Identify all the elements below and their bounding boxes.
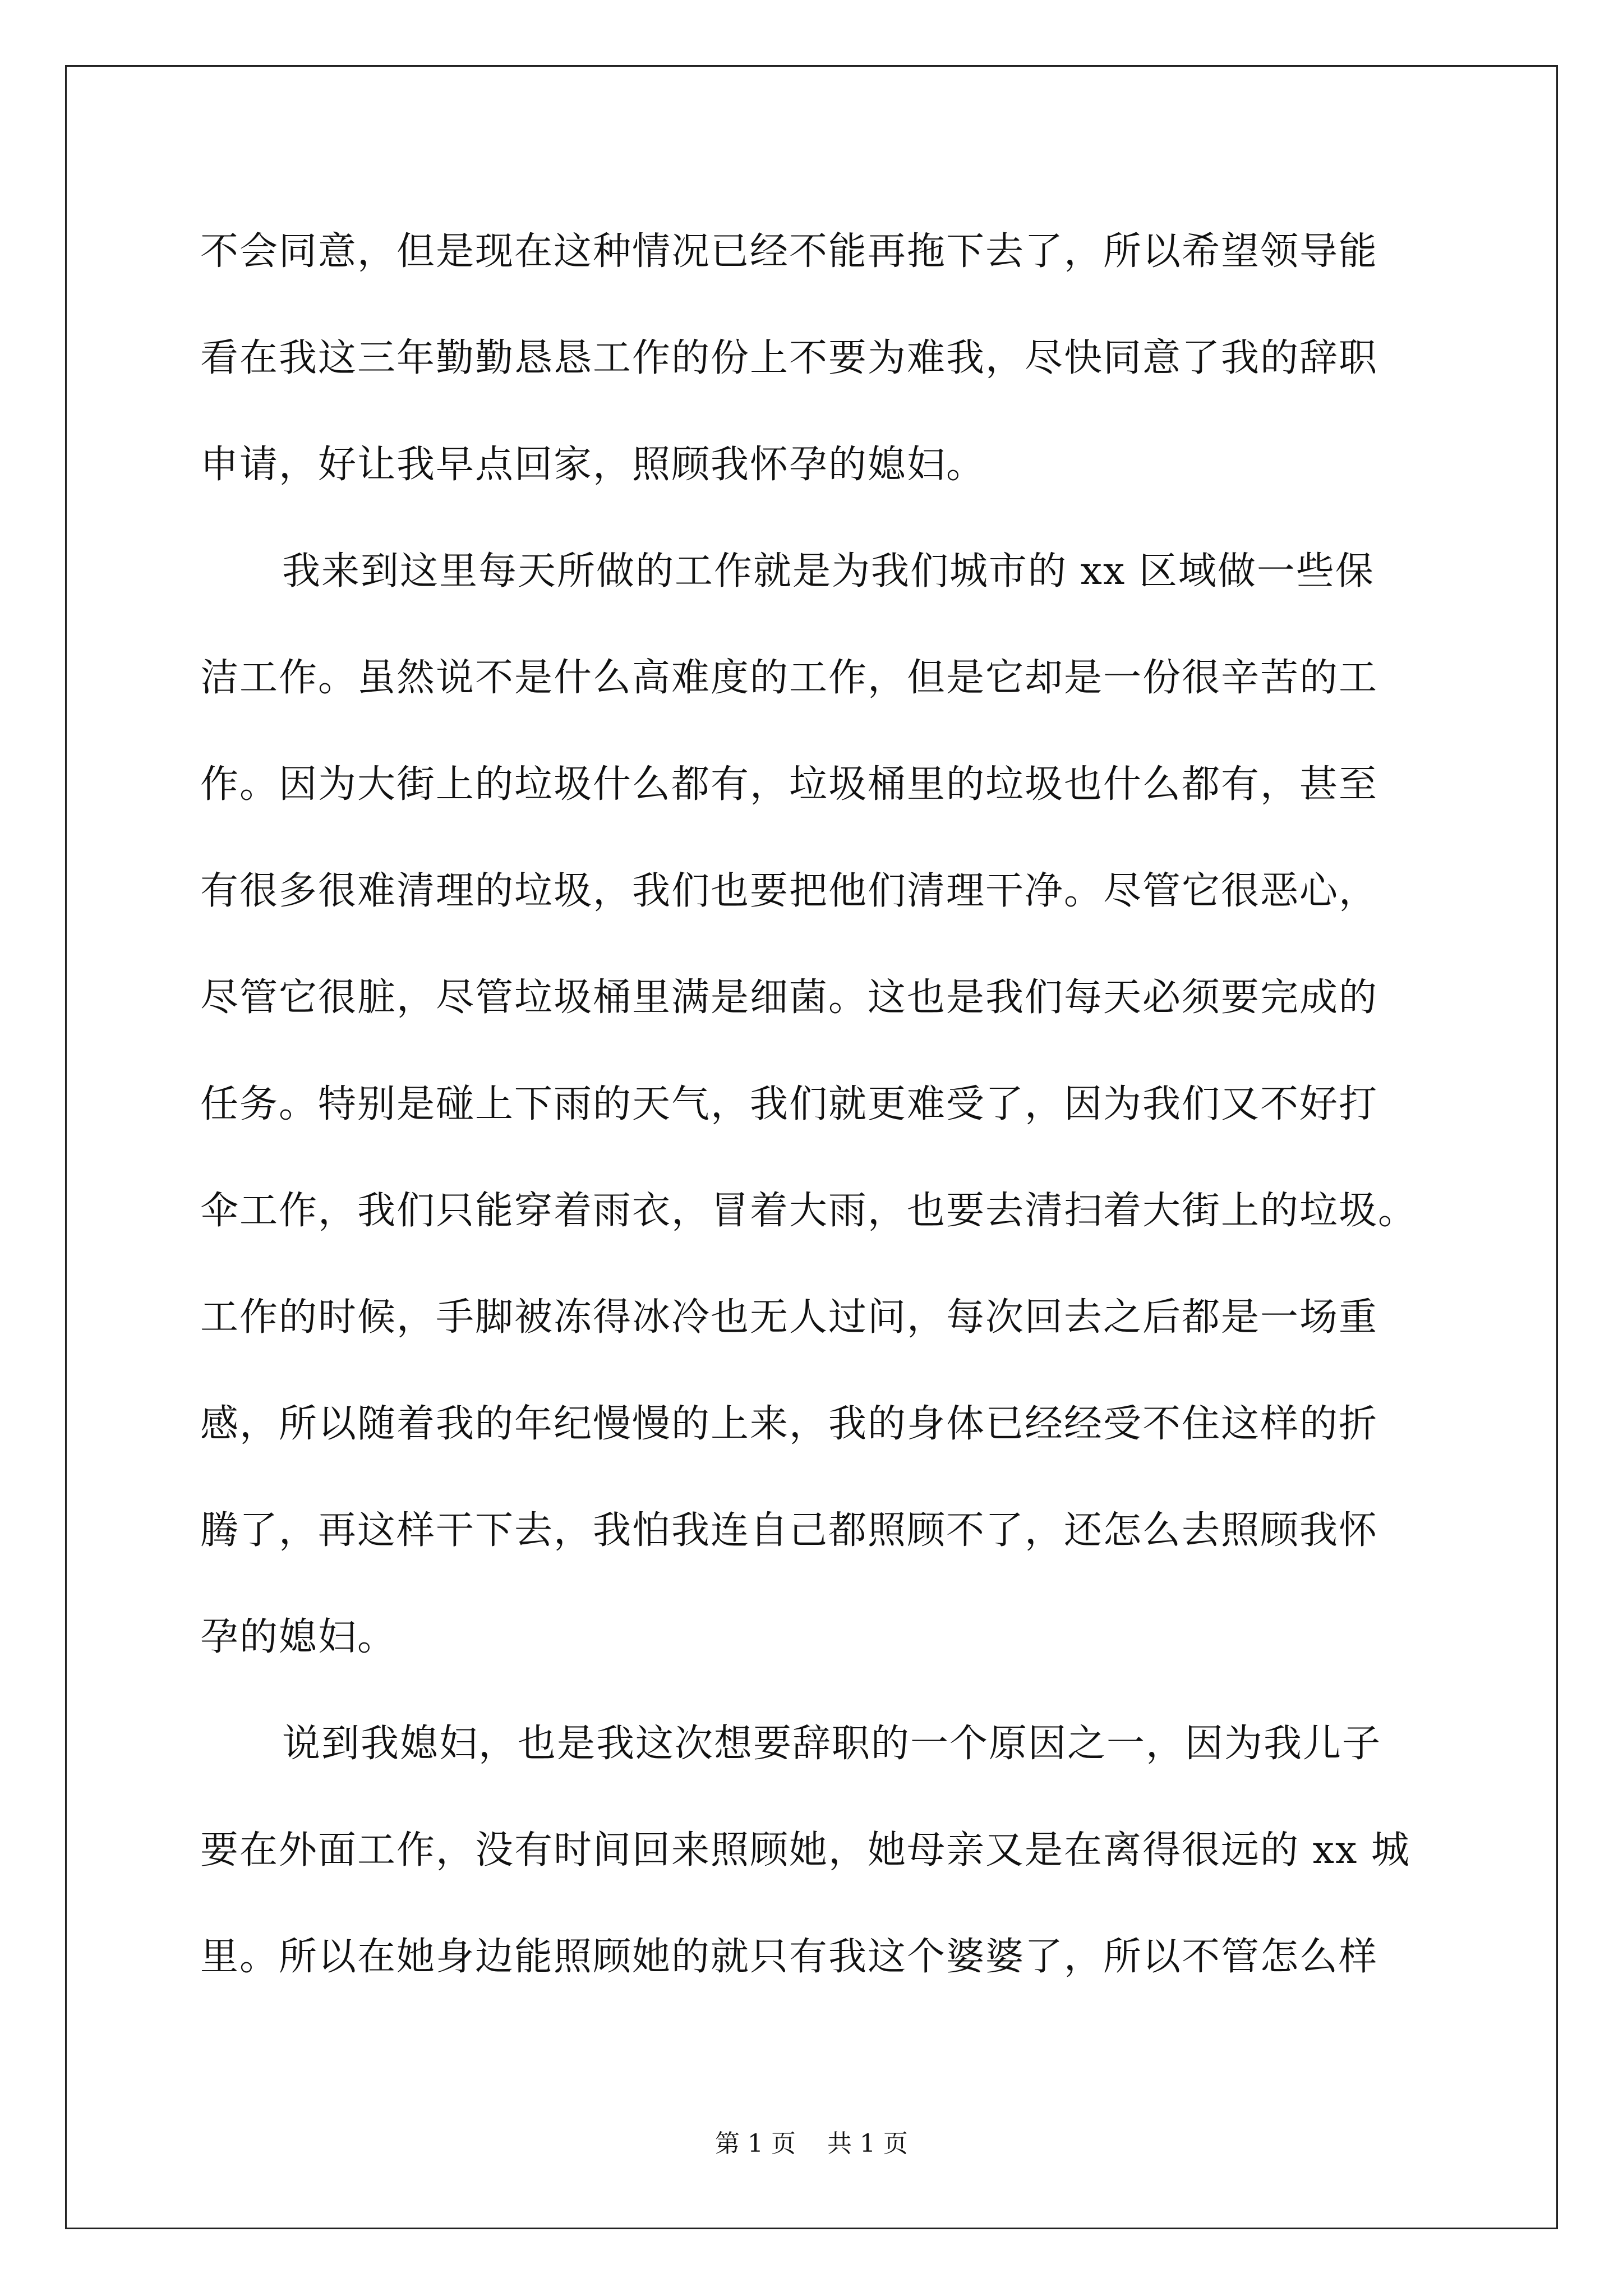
text-line: 腾了，再这样干下去，我怕我连自己都照顾不了，还怎么去照顾我怀 [200, 1508, 1378, 1553]
text-line: 有很多很难清理的垃圾，我们也要把他们清理干净。尽管它很恶心， [200, 869, 1378, 913]
text-line: 尽管它很脏，尽管垃圾桶里满是细菌。这也是我们每天必须要完成的 [200, 976, 1378, 1020]
paragraph-start-line: 我来到这里每天所做的工作就是为我们城市的 xx 区域做一些保 [282, 549, 1375, 593]
text-line: 任务。特别是碰上下雨的天气，我们就更难受了，因为我们又不好打 [200, 1082, 1378, 1126]
text-line: 要在外面工作，没有时间回来照顾她，她母亲又是在离得很远的 xx 城 [200, 1828, 1410, 1872]
text-line: 看在我这三年勤勤恳恳工作的份上不要为难我，尽快同意了我的辞职 [200, 336, 1378, 380]
page-number-footer: 第 1 页 共 1 页 [715, 2129, 908, 2158]
text-line: 作。因为大街上的垃圾什么都有，垃圾桶里的垃圾也什么都有，甚至 [200, 762, 1378, 807]
text-line: 伞工作，我们只能穿着雨衣，冒着大雨，也要去清扫着大街上的垃圾。 [200, 1189, 1418, 1233]
text-line: 孕的媳妇。 [200, 1615, 397, 1659]
text-line: 里。所以在她身边能照顾她的就只有我这个婆婆了，所以不管怎么样 [200, 1935, 1378, 1979]
document-body [200, 219, 1434, 2031]
text-line: 感，所以随着我的年纪慢慢的上来，我的身体已经经受不住这样的折 [200, 1402, 1378, 1446]
text-line: 不会同意，但是现在这种情况已经不能再拖下去了，所以希望领导能 [200, 229, 1378, 274]
paragraph-start-line: 说到我媳妇，也是我这次想要辞职的一个原因之一，因为我儿子 [282, 1722, 1382, 1766]
text-line: 洁工作。虽然说不是什么高难度的工作，但是它却是一份很辛苦的工 [200, 656, 1378, 700]
text-line: 申请，好让我早点回家，照顾我怀孕的媳妇。 [200, 443, 986, 487]
text-line: 工作的时候，手脚被冻得冰冷也无人过问，每次回去之后都是一场重 [200, 1295, 1378, 1340]
